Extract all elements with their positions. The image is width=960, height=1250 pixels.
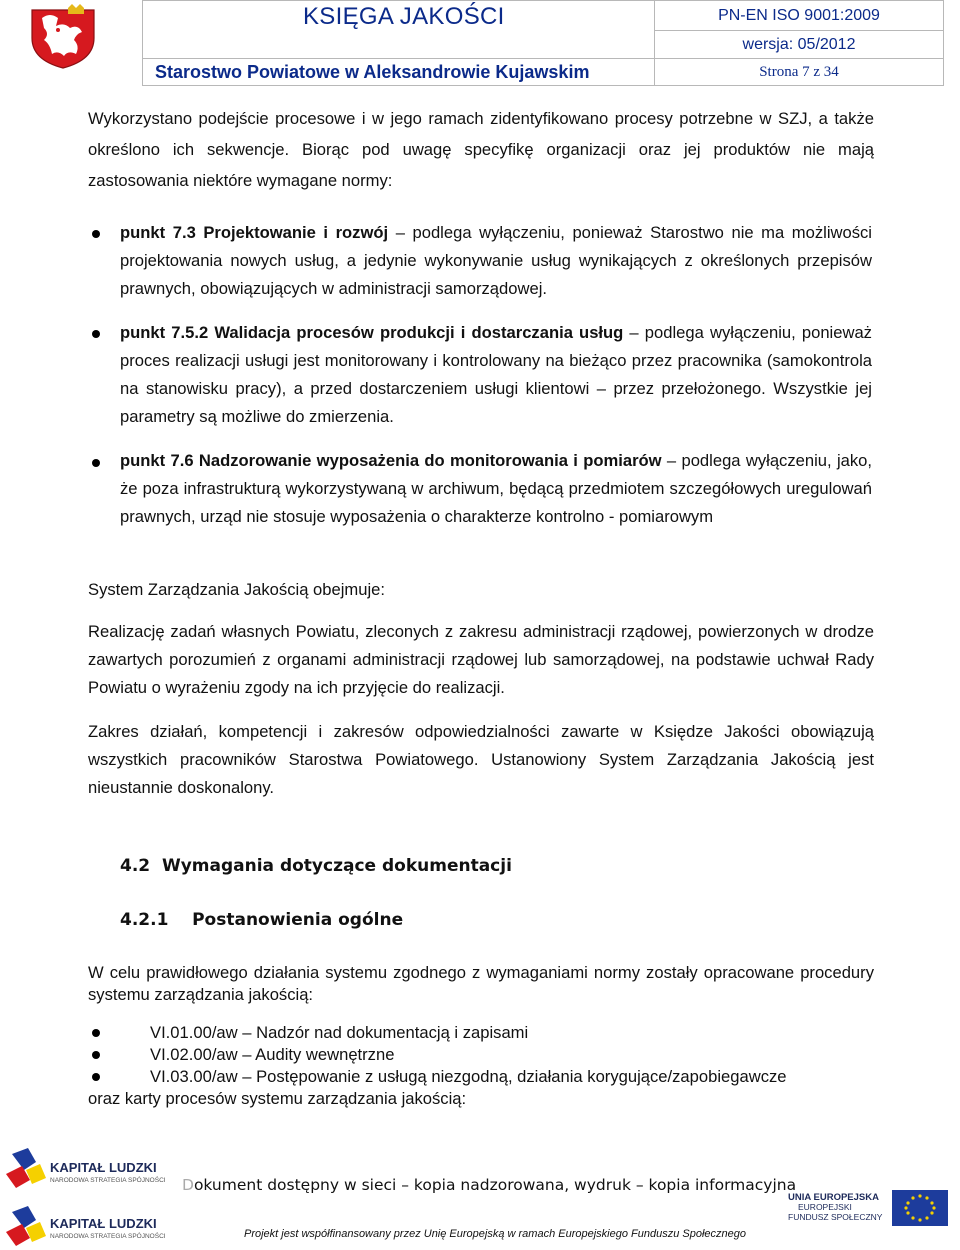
notice-text: okument dostępny w sieci – kopia nadzorowana, wydruk – kopia informacyjna <box>193 1176 797 1194</box>
section-heading-4-2-1 <box>120 910 403 930</box>
kl-subtitle: NARODOWA STRATEGIA SPÓJNOŚCI <box>50 1177 166 1184</box>
procedure-item: VI.01.00/aw – Nadzór nad dokumentacją i zapisami <box>150 1023 529 1042</box>
exclusion-text: – podlega wyłączeniu, ponieważ proces realizacji usługi jest monitorowany i kontrolowany na bieżąco przez pracownika (samokontrola na stanowisku pracy), a przed dostarczeniem usługi klientowi – przez przełożonego. Wszystkie jej parametry są możliwe do zmierzenia. <box>120 323 872 426</box>
page-number: Strona 7 z 34 <box>759 63 839 80</box>
exclusion-lead: punkt 7.5.2 Walidacja procesów produkcji i dostarczania usług <box>120 323 624 342</box>
exclusion-item <box>120 319 872 431</box>
szj-label: System Zarządzania Jakością obejmuje: <box>88 580 385 599</box>
eu-line2: EUROPEJSKI <box>798 1202 852 1212</box>
notice-initial: D <box>182 1176 194 1194</box>
exclusion-item <box>120 447 872 531</box>
bullet-icon <box>92 330 100 338</box>
kl-subtitle: NARODOWA STRATEGIA SPÓJNOŚCI <box>50 1233 166 1240</box>
kl-title: KAPITAŁ LUDZKI <box>50 1216 157 1231</box>
document-version: wersja: 05/2012 <box>655 31 943 59</box>
intro-paragraph: Wykorzystano podejście procesowe i w jego ramach zidentyfikowano procesy potrzebne w SZJ, a także określono ich sekwencje. Biorąc pod uwagę specyfikę organizacji oraz jej produktów nie mają zastosowania niektóre wymagane normy: <box>88 109 874 190</box>
bullet-icon <box>92 459 100 467</box>
coat-of-arms-icon <box>28 4 98 70</box>
exclusion-text: – podlega wyłączeniu, ponieważ Starostwo nie ma możliwości projektowania nowych usług, a jedynie wykonywanie usług wynikających z określonych przepisów prawnych, obowiązujących w administracji samorządowej. <box>120 223 872 298</box>
procedures-intro: W celu prawidłowego działania systemu zgodnego z wymaganiami normy zostały opracowane procedury systemu zarządzania jakością: <box>88 963 874 1004</box>
norm-reference: PN-EN ISO 9001:2009 <box>655 1 943 31</box>
eu-efs-logo <box>788 1188 950 1228</box>
section-title: Postanowienia ogólne <box>192 910 404 930</box>
eu-line1: UNIA EUROPEJSKA <box>788 1192 879 1203</box>
exclusion-item <box>120 219 872 303</box>
procedure-item: VI.03.00/aw – Postępowanie z usługą niezgodną, działania korygujące/zapobiegawcze <box>150 1067 787 1086</box>
section-number: 4.2 <box>120 856 151 876</box>
kl-title: KAPITAŁ LUDZKI <box>50 1160 157 1175</box>
eu-line3: FUNDUSZ SPOŁECZNY <box>788 1212 883 1222</box>
bullet-icon <box>92 1029 100 1037</box>
office-name: Starostwo Powiatowe w Aleksandrowie Kujawskim <box>143 59 655 85</box>
section-title: Wymagania dotyczące dokumentacji <box>161 856 512 876</box>
document-status-notice <box>182 1176 796 1194</box>
exclusion-text: – podlega wyłączeniu, jako, że poza infrastrukturą wykorzystywaną w archiwum, będącą przedmiotem szczegółowych uregulowań prawnych, urząd nie stosuje wyposażenia o charakterze kontrolno - pomiarowym <box>120 451 872 526</box>
section-heading-4-2 <box>120 856 512 876</box>
section-number: 4.2.1 <box>120 910 169 930</box>
exclusion-lead: punkt 7.3 Projektowanie i rozwój <box>120 223 389 242</box>
exclusion-lead: punkt 7.6 Nadzorowanie wyposażenia do monitorowania i pomiarów <box>120 451 662 470</box>
szj-scope-paragraph-2: Zakres działań, kompetencji i zakresów odpowiedzialności zawarte w Księdze Jakości obowiązują wszystkich pracowników Starostwa Powiatowego. Ustanowiony System Zarządzania Jakością jest nieustannie doskonalony. <box>88 722 874 797</box>
document-header <box>142 0 944 86</box>
document-title: KSIĘGA JAKOŚCI <box>143 1 655 59</box>
kapital-ludzki-logo <box>6 1148 176 1192</box>
procedures-outro: oraz karty procesów systemu zarządzania jakością: <box>88 1089 467 1108</box>
bullet-icon <box>92 1051 100 1059</box>
procedure-item: VI.02.00/aw – Audity wewnętrzne <box>150 1045 395 1064</box>
bullet-icon <box>92 1073 100 1081</box>
bullet-icon <box>92 230 100 238</box>
szj-scope-paragraph: Realizację zadań własnych Powiatu, zleconych z zakresu administracji rządowej, powierzonych w drodze zawartych porozumień z organami administracji rządowej lub samorządowej, na podstawie uchwał Rady Powiatu o wyrażeniu zgody na ich przyjęcie do realizacji. <box>88 622 874 697</box>
cofinance-note: Projekt jest współfinansowany przez Unię Europejską w ramach Europejskiego Funduszu Społecznego <box>244 1228 746 1240</box>
kapital-ludzki-logo <box>6 1206 176 1250</box>
